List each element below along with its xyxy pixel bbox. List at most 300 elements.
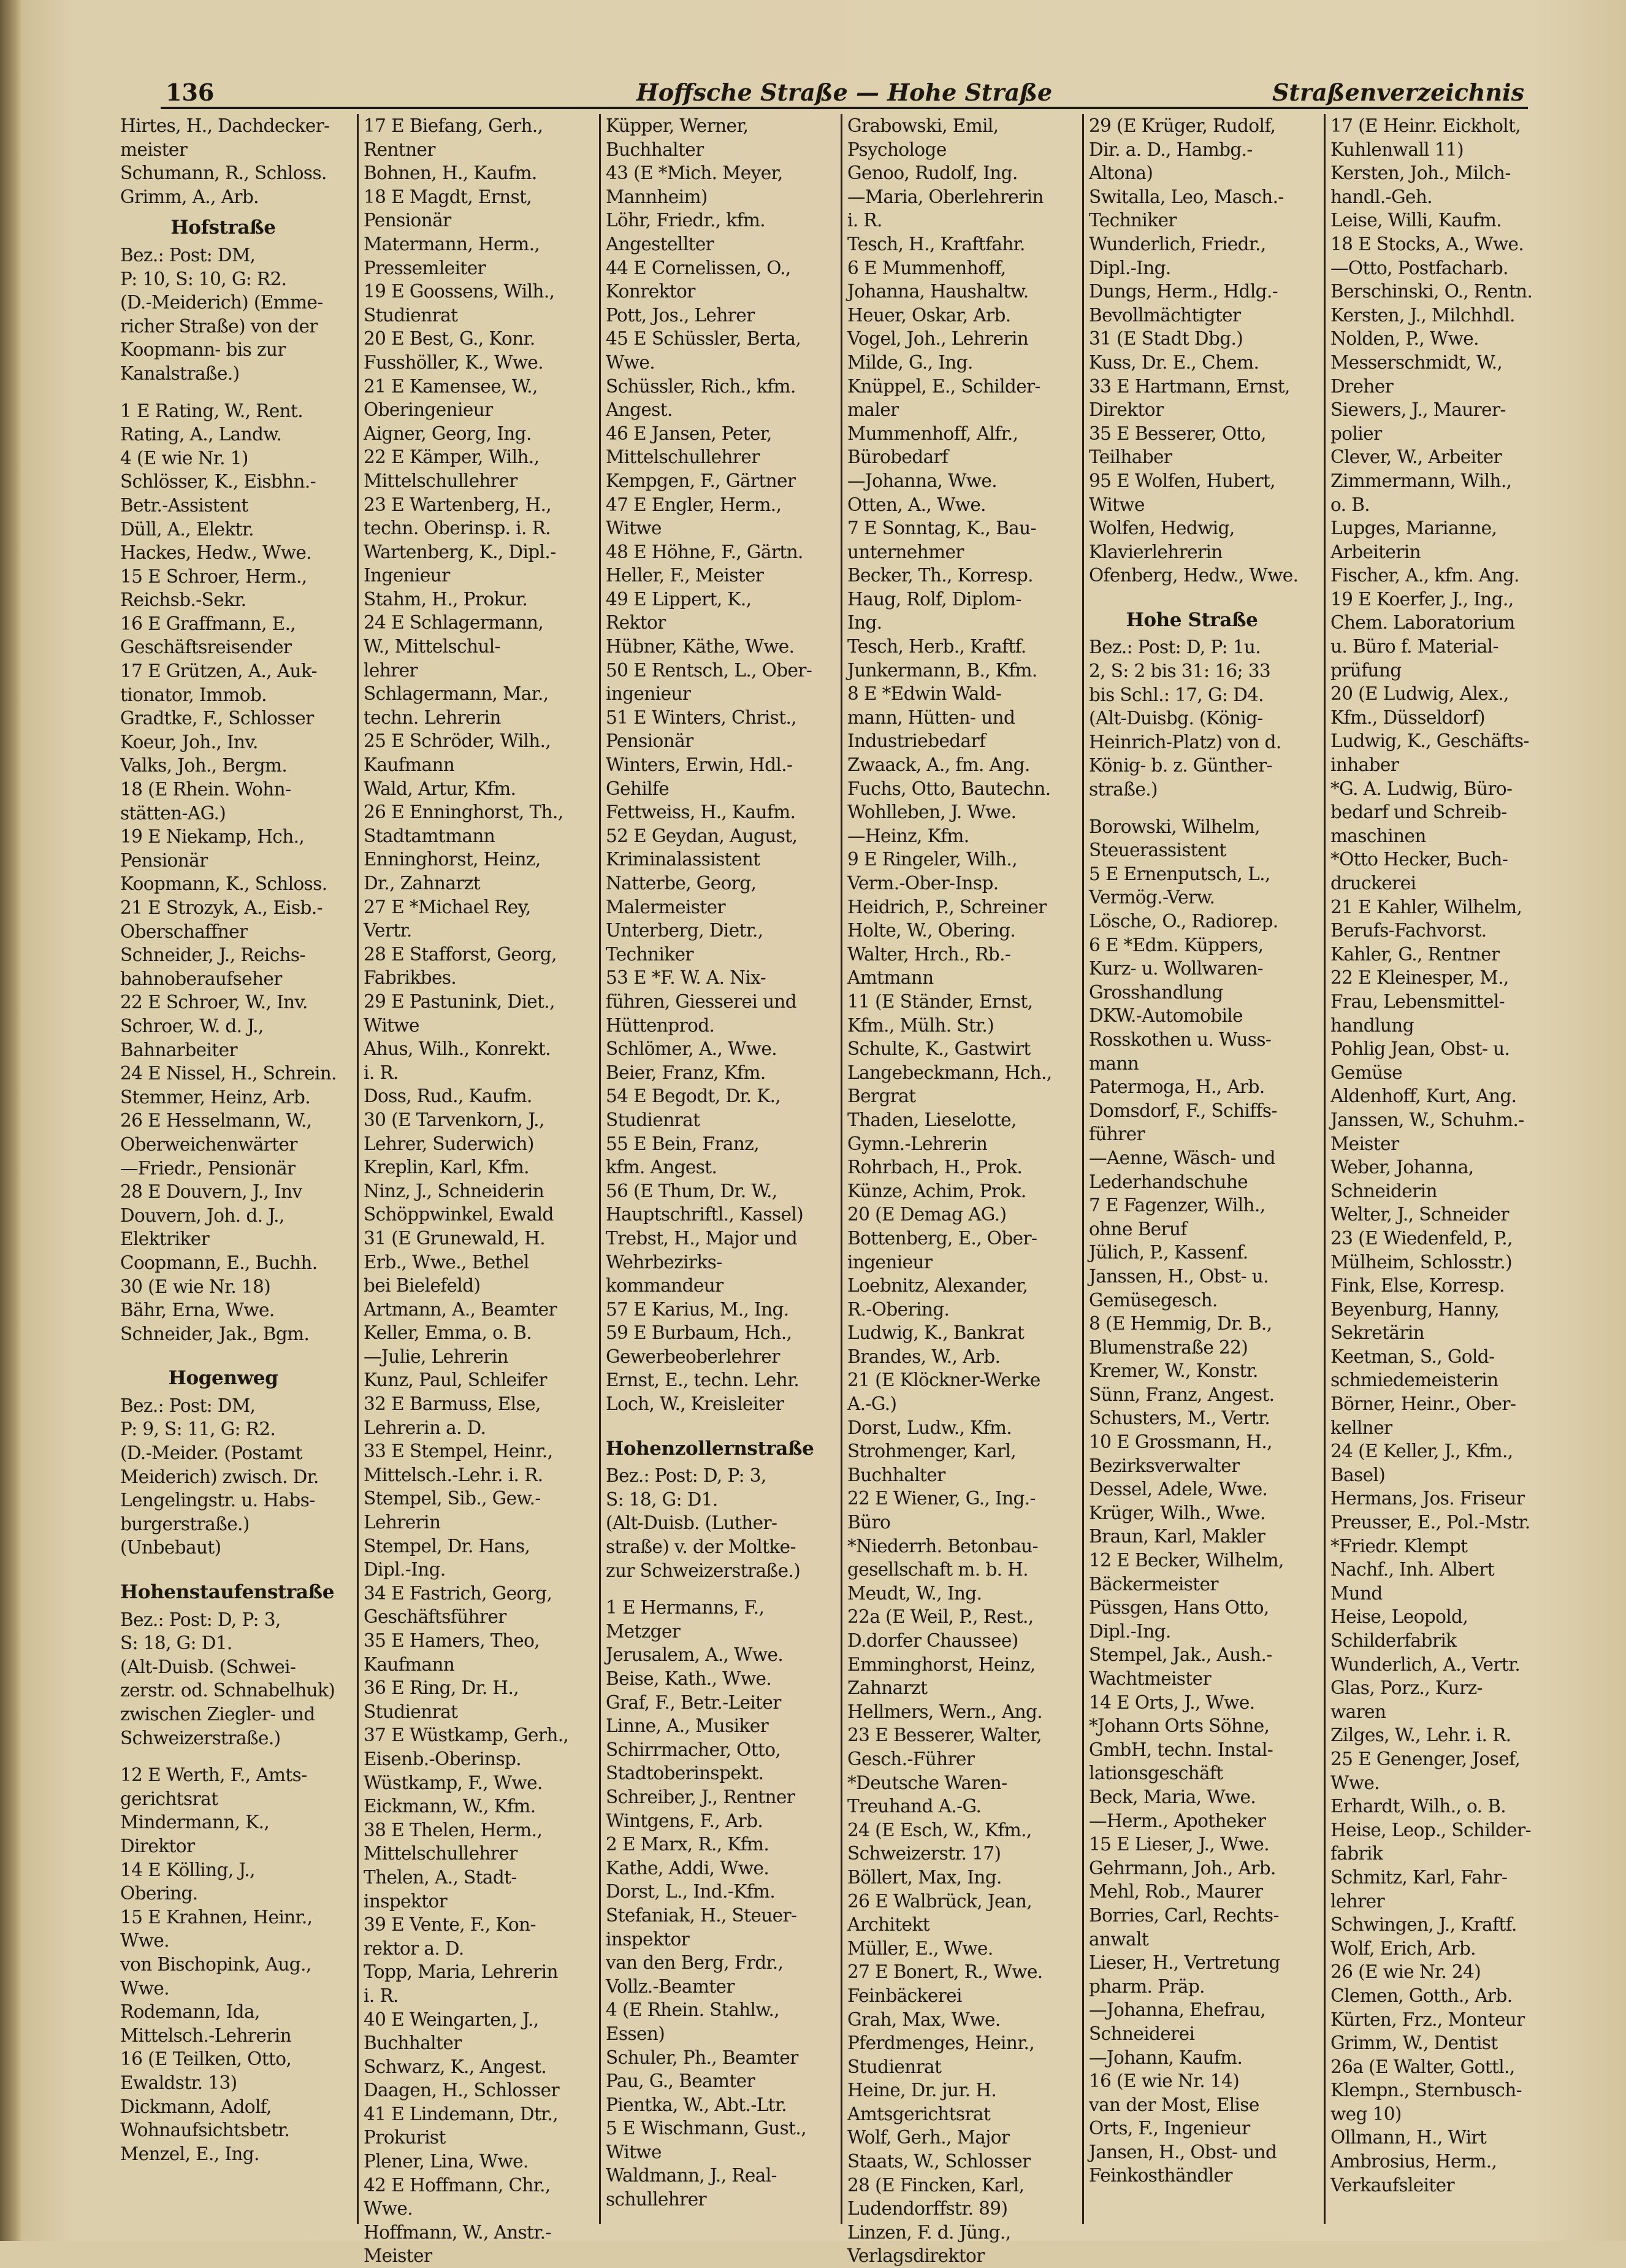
directory-entry-line: 10 E Grossmann, H.,	[1089, 1431, 1272, 1453]
directory-entry-line: 24 (E Keller, J., Kfm.,	[1330, 1441, 1513, 1462]
page-number: 136	[166, 79, 215, 106]
directory-entry-line: Gesch.-Führer	[847, 1748, 975, 1769]
directory-entry-line: 38 E Thelen, Herm.,	[364, 1819, 543, 1841]
column-6	[1324, 114, 1536, 2224]
directory-entry-line: straße.)	[1089, 779, 1158, 800]
directory-entry-line: GmbH, techn. Instal-	[1089, 1739, 1273, 1760]
directory-entry-line: Domsdorf, F., Schiffs-	[1089, 1100, 1277, 1121]
directory-entry-line: meister	[120, 139, 188, 160]
directory-entry-line: Stempel, Jak., Aush.-	[1089, 1644, 1272, 1666]
spacer	[1089, 588, 1295, 601]
column-2	[357, 114, 570, 2267]
directory-entry-line: Teilhaber	[1089, 446, 1172, 468]
directory-entry-line: Rosskothen u. Wuss-	[1089, 1029, 1272, 1050]
directory-entry-line: führen, Giesserei und	[606, 990, 797, 1012]
directory-entry-line: Jansen, H., Obst- und	[1089, 2141, 1277, 2163]
directory-entry-line: Ludendorffstr. 89)	[847, 2198, 1008, 2220]
directory-entry-line: Kurz- u. Wollwaren-	[1089, 958, 1264, 979]
directory-entry-line: 25 E Genenger, Josef,	[1330, 1748, 1521, 1769]
directory-entry-line: Wunderlich, A., Vertr.	[1330, 1653, 1521, 1675]
directory-entry-line: *Johann Orts Söhne,	[1089, 1715, 1270, 1737]
directory-entry-line: Zahnarzt	[847, 1677, 928, 1699]
directory-entry-line: Steuerassistent	[1089, 840, 1226, 861]
directory-entry-line: 28 E Douvern, J., Inv	[120, 1181, 302, 1203]
directory-entry-line: Meudt, W., Ing.	[847, 1582, 982, 1604]
directory-entry-line: lationsgeschäft	[1089, 1763, 1223, 1784]
directory-entry-line: Zwaack, A., fm. Ang.	[847, 754, 1030, 776]
directory-entry-line: Unterberg, Dietr.,	[606, 920, 763, 941]
directory-entry-line: 59 E Burbaum, Hch.,	[606, 1322, 792, 1344]
directory-entry-line: Grimm, A., Arb.	[120, 186, 259, 207]
directory-entry-line: P: 9, S: 11, G: R2.	[120, 1419, 276, 1440]
directory-entry-line: Pott, Jos., Lehrer	[606, 304, 755, 326]
directory-entry-line: (D.-Meider. (Postamt	[120, 1442, 302, 1464]
directory-entry-line: Linne, A., Musiker	[606, 1715, 769, 1737]
directory-entry-line: Plener, Lina, Wwe.	[364, 2151, 529, 2172]
directory-entry-line: Schneiderin	[1330, 1180, 1437, 1201]
directory-entry-line: Witwe	[606, 518, 662, 539]
directory-entry-line: Pressemleiter	[364, 257, 486, 278]
directory-entry-line: W., Mittelschul-	[364, 636, 501, 657]
street-heading: Hogenweg	[168, 1367, 278, 1390]
directory-entry-line: Dreher	[1330, 375, 1394, 397]
directory-entry-line: Psychologe	[847, 139, 947, 160]
directory-entry-line: Kriminalassistent	[606, 849, 760, 870]
directory-entry-line: Gehilfe	[606, 778, 670, 799]
directory-entry-line: Fettweiss, H., Kaufm.	[606, 802, 796, 823]
directory-entry-line: 29 E Pastunink, Diet.,	[364, 990, 555, 1012]
directory-entry-line: 26 E Hesselmann, W.,	[120, 1110, 312, 1132]
directory-entry-line: 31 (E Grunewald, H.	[364, 1227, 546, 1249]
directory-entry-line: Bergrat	[847, 1086, 916, 1107]
directory-entry-line: Kahler, G., Rentner	[1330, 943, 1500, 965]
directory-entry-line: 26a (E Walter, Gottl.,	[1330, 2056, 1515, 2077]
directory-entry-line: 1 E Rating, W., Rent.	[120, 400, 303, 421]
directory-entry-line: pharm. Präp.	[1089, 1975, 1205, 1997]
street-heading: Hohenstaufenstraße	[120, 1581, 335, 1604]
directory-entry-line: Wwe.	[120, 1930, 170, 1952]
directory-entry-line: Switalla, Leo, Masch.-	[1089, 186, 1284, 207]
directory-entry-line: 19 E Koerfer, J., Ing.,	[1330, 588, 1514, 610]
directory-entry-line: Techniker	[1089, 210, 1177, 231]
directory-entry-line: Lieser, H., Vertretung	[1089, 1952, 1280, 1974]
directory-entry-line: Treuhand A.-G.	[847, 1796, 982, 1817]
directory-entry-line: Buchhalter	[364, 2032, 462, 2054]
directory-entry-line: schmiedemeisterin	[1330, 1370, 1498, 1391]
directory-entry-line: —Herm., Apotheker	[1089, 1810, 1266, 1831]
directory-entry-line: Tesch, H., Kraftfahr.	[847, 233, 1025, 255]
directory-entry-line: fabrik	[1330, 1843, 1383, 1864]
directory-entry-line: Fischer, A., kfm. Ang.	[1330, 565, 1519, 586]
directory-entry-line: Patermoga, H., Arb.	[1089, 1076, 1265, 1098]
directory-entry-line: Müller, E., Wwe.	[847, 1937, 993, 1959]
column-4	[841, 114, 1053, 2267]
directory-entry-line: inspektor	[606, 1928, 690, 1950]
directory-entry-line: Wartenberg, K., Dipl.-	[364, 541, 556, 562]
directory-entry-line: Kfm., Düsseldorf)	[1330, 707, 1485, 728]
directory-entry-line: Küpper, Werner,	[606, 115, 749, 136]
directory-entry-line: Sünn, Franz, Angest.	[1089, 1384, 1275, 1405]
directory-entry-line: Metzger	[606, 1620, 681, 1642]
directory-entry-line: Witwe	[606, 2141, 662, 2163]
directory-entry-line: zwischen Ziegler- und	[120, 1704, 315, 1725]
directory-entry-line: Oberweichenwärter	[120, 1133, 297, 1155]
directory-entry-line: (Alt-Duisb. (Schwei-	[120, 1656, 296, 1677]
directory-entry-line: Vermög.-Verw.	[1089, 887, 1215, 908]
directory-entry-line: 22a (E Weil, P., Rest.,	[847, 1606, 1034, 1628]
directory-entry-line: 14 E Kölling, J.,	[120, 1859, 255, 1880]
directory-entry-line: Pohlig Jean, Obst- u.	[1330, 1038, 1510, 1060]
directory-entry-line: Ingenieur	[364, 565, 450, 586]
directory-entry-line: Chem. Laboratorium	[1330, 612, 1515, 634]
directory-entry-line: Keetman, S., Gold-	[1330, 1346, 1495, 1367]
page-title: Hoffsche Straße — Hohe Straße	[636, 79, 1053, 106]
directory-entry-line: 41 E Lindemann, Dtr.,	[364, 2103, 559, 2124]
directory-entry-line: van den Berg, Frdr.,	[606, 1952, 784, 1974]
directory-entry-line: Waldmann, J., Real-	[606, 2165, 777, 2186]
directory-entry-line: Hackes, Hedw., Wwe.	[120, 542, 312, 564]
directory-entry-line: 4 (E wie Nr. 1)	[120, 447, 248, 469]
directory-entry-line: Schmitz, Karl, Fahr-	[1330, 1866, 1508, 1888]
directory-entry-line: Blumenstraße 22)	[1089, 1336, 1248, 1358]
directory-entry-line: Enninghorst, Heinz,	[364, 849, 541, 870]
directory-entry-line: burgerstraße.)	[120, 1513, 250, 1534]
directory-entry-line: u. Büro f. Material-	[1330, 636, 1498, 657]
directory-entry-line: führer	[1089, 1124, 1145, 1145]
directory-entry-line: ohne Beruf	[1089, 1218, 1187, 1239]
directory-entry-line: maler	[847, 399, 899, 421]
directory-entry-line: (Alt-Duisbg. (König-	[1089, 708, 1263, 729]
directory-entry-line: Witwe	[364, 1014, 419, 1036]
directory-entry-line: Tesch, Herb., Kraftf.	[847, 636, 1026, 657]
directory-entry-line: Daagen, H., Schlosser	[364, 2080, 559, 2101]
directory-entry-line: Ahus, Wilh., Konrekt.	[364, 1038, 551, 1060]
directory-entry-line: bei Bielefeld)	[364, 1275, 481, 1297]
directory-entry-line: 2, S: 2 bis 31: 16; 33	[1089, 661, 1271, 682]
directory-entry-line: Hirtes, H., Dachdecker-	[120, 115, 330, 136]
directory-entry-line: Verkaufsleiter	[1330, 2174, 1455, 2196]
directory-entry-line: mann	[1089, 1052, 1139, 1074]
directory-entry-line: Pensionär	[120, 849, 208, 871]
directory-entry-line: 57 E Karius, M., Ing.	[606, 1298, 789, 1320]
directory-entry-line: 33 E Hartmann, Ernst,	[1089, 375, 1290, 397]
directory-entry-line: Geschäftsführer	[364, 1606, 506, 1628]
directory-entry-line: Schlagermann, Mar.,	[364, 683, 549, 705]
directory-entry-line: 21 E Kahler, Wilhelm,	[1330, 896, 1522, 918]
directory-entry-line: Pferdmenges, Heinr.,	[847, 2032, 1035, 2054]
directory-entry-line: Schuler, Ph., Beamter	[606, 2047, 798, 2068]
directory-entry-line: 36 E Ring, Dr. H.,	[364, 1677, 519, 1699]
directory-entry-line: Heller, F., Meister	[606, 565, 764, 586]
directory-entry-line: Direktor	[1089, 399, 1164, 421]
directory-entry-line: 22 E Kleinesper, M.,	[1330, 967, 1509, 989]
directory-entry-line: Grosshandlung	[1089, 981, 1223, 1003]
directory-entry-line: Schwarz, K., Angest.	[364, 2056, 547, 2077]
directory-entry-line: 20 (E Demag AG.)	[847, 1204, 1007, 1225]
directory-entry-line: 49 E Lippert, K.,	[606, 588, 752, 610]
directory-entry-line: Prokurist	[364, 2127, 446, 2148]
directory-entry-line: Sekretärin	[1330, 1322, 1425, 1344]
directory-entry-line: 20 E Best, G., Konr.	[364, 328, 535, 350]
directory-entry-line: tionator, Immob.	[120, 684, 267, 705]
directory-entry-line: Erb., Wwe., Bethel	[364, 1251, 529, 1273]
spacer	[120, 1560, 326, 1573]
directory-entry-line: Thelen, A., Stadt-	[364, 1866, 517, 1888]
directory-entry-line: maschinen	[1330, 825, 1426, 846]
directory-entry-line: Stempel, Sib., Gew.-	[364, 1488, 541, 1509]
directory-entry-line: Mannheim)	[606, 186, 708, 207]
directory-entry-line: Konrektor	[606, 281, 695, 302]
directory-entry-line: (Alt-Duisb. (Luther-	[606, 1512, 777, 1534]
directory-entry-line: Wald, Artur, Kfm.	[364, 778, 516, 799]
directory-entry-line: *G. A. Ludwig, Büro-	[1330, 778, 1513, 799]
page-header	[161, 79, 1528, 109]
directory-entry-line: Wohlleben, J. Wwe.	[847, 802, 1017, 823]
directory-entry-line: P: 10, S: 10, G: R2.	[120, 268, 287, 289]
column-5	[1082, 114, 1299, 2224]
directory-entry-line: Altona)	[1089, 163, 1153, 184]
directory-entry-line: Hermans, Jos. Friseur	[1330, 1488, 1525, 1509]
directory-entry-line: Bottenberg, E., Ober-	[847, 1227, 1037, 1249]
directory-entry-line: Dr., Zahnarzt	[364, 873, 481, 894]
directory-entry-line: straße) v. der Moltke-	[606, 1536, 796, 1558]
directory-entry-line: Messerschmidt, W.,	[1330, 351, 1503, 373]
directory-entry-line: Ernst, E., techn. Lehr.	[606, 1370, 800, 1391]
directory-entry-line: 27 E *Michael Rey,	[364, 896, 531, 918]
street-heading: Hofstraße	[170, 216, 276, 239]
directory-entry-line: Beise, Kath., Wwe.	[606, 1668, 772, 1689]
directory-entry-line: Rating, A., Landw.	[120, 424, 282, 445]
spacer	[120, 1750, 326, 1763]
directory-entry-line: Börner, Heinr., Ober-	[1330, 1393, 1516, 1415]
directory-entry-line: Mittelsch.-Lehrerin	[120, 2025, 291, 2046]
directory-entry-line: Grabowski, Emil,	[847, 115, 999, 136]
directory-entry-line: Beyenburg, Hanny,	[1330, 1298, 1500, 1320]
directory-entry-line: Doss, Rud., Kaufm.	[364, 1086, 532, 1107]
directory-entry-line: Püssgen, Hans Otto,	[1089, 1597, 1269, 1619]
directory-entry-line: 7 E Fagenzer, Wilh.,	[1089, 1195, 1265, 1216]
directory-entry-line: Braun, Karl, Makler	[1089, 1526, 1265, 1547]
directory-entry-line: handlung	[1330, 1014, 1414, 1036]
street-heading: Hohe Straße	[1126, 608, 1258, 631]
directory-entry-line: 30 (E wie Nr. 18)	[120, 1276, 271, 1297]
directory-entry-line: 26 E Walbrück, Jean,	[847, 1890, 1032, 1912]
directory-entry-line: 26 E Enninghorst, Th.,	[364, 802, 563, 823]
directory-entry-line: Wolfen, Hedwig,	[1089, 518, 1235, 539]
directory-entry-line: Stadtamtmann	[364, 825, 495, 846]
directory-entry-line: Löhr, Friedr., kfm.	[606, 210, 766, 231]
directory-entry-line: 35 E Besserer, Otto,	[1089, 423, 1266, 444]
directory-entry-line: Lehrerin a. D.	[364, 1417, 486, 1438]
directory-entry-line: —Otto, Postfacharb.	[1330, 257, 1508, 278]
directory-entry-line: Bäckermeister	[1089, 1573, 1218, 1595]
directory-entry-line: ingenieur	[606, 683, 691, 705]
directory-entry-line: o. B.	[1330, 494, 1370, 515]
directory-entry-line: Heise, Leopold,	[1330, 1606, 1468, 1628]
directory-entry-line: Klempn., Sternbusch-	[1330, 2080, 1522, 2101]
directory-entry-line: Betr.-Assistent	[120, 494, 248, 516]
directory-entry-line: van der Most, Elise	[1089, 2094, 1259, 2115]
directory-entry-line: Schneider, Jak., Bgm.	[120, 1323, 310, 1344]
directory-entry-line: Dir. a. D., Hambg.-	[1089, 139, 1253, 160]
directory-entry-line: 26 (E wie Nr. 24)	[1330, 1961, 1481, 1983]
directory-entry-line: 23 E Wartenberg, H.,	[364, 494, 552, 515]
directory-entry-line: 24 E Schlagermann,	[364, 612, 544, 634]
directory-entry-line: Stempel, Dr. Hans,	[364, 1535, 530, 1557]
directory-entry-line: Otten, A., Wwe.	[847, 494, 986, 515]
directory-entry-line: Kaufmann	[364, 1653, 455, 1675]
directory-entry-line: Buchhalter	[606, 139, 704, 160]
directory-entry-line: Heuer, Oskar, Arb.	[847, 304, 1011, 326]
directory-entry-line: kommandeur	[606, 1275, 723, 1297]
directory-entry-line: Bevollmächtigter	[1089, 304, 1241, 326]
directory-entry-line: Dipl.-Ing.	[1089, 257, 1171, 278]
directory-entry-line: Linzen, F. d. Jüng.,	[847, 2221, 1011, 2243]
directory-entry-line: Nachf., Inh. Albert	[1330, 1559, 1494, 1580]
directory-entry-line: 17 E Grützen, A., Auk-	[120, 661, 317, 682]
directory-entry-line: *Otto Hecker, Buch-	[1330, 849, 1508, 870]
directory-entry-line: Kürten, Frz., Monteur	[1330, 2009, 1525, 2030]
directory-entry-line: Kreplin, Karl, Kfm.	[364, 1157, 529, 1178]
directory-entry-line: Jerusalem, A., Wwe.	[606, 1644, 784, 1666]
directory-entry-line: 54 E Begodt, Dr. K.,	[606, 1086, 781, 1107]
directory-entry-line: *Deutsche Waren-	[847, 1772, 1007, 1793]
directory-entry-line: 16 (E Teilken, Otto,	[120, 2048, 292, 2070]
directory-entry-line: Düll, A., Elektr.	[120, 518, 254, 540]
directory-entry-line: Kersten, J., Milchhdl.	[1330, 304, 1515, 326]
directory-entry-line: Wintgens, F., Arb.	[606, 1810, 763, 1831]
directory-entry-line: unternehmer	[847, 541, 964, 562]
directory-entry-line: Ofenberg, Hedw., Wwe.	[1089, 565, 1299, 586]
directory-entry-line: Berschinski, O., Rentn.	[1330, 281, 1533, 302]
directory-entry-line: Knüppel, E., Schilder-	[847, 375, 1040, 397]
directory-entry-line: schullehrer	[606, 2189, 707, 2210]
directory-entry-line: Lederhandschuhe	[1089, 1171, 1248, 1192]
directory-entry-line: 32 E Barmuss, Else,	[364, 1393, 541, 1415]
directory-entry-line: Topp, Maria, Lehrerin	[364, 1961, 558, 1983]
directory-entry-line: 27 E Bonert, R., Wwe.	[847, 1961, 1043, 1983]
directory-entry-line: Bähr, Erna, Wwe.	[120, 1300, 275, 1321]
directory-entry-line: —Friedr., Pensionär	[120, 1157, 296, 1179]
directory-entry-line: Fuchs, Otto, Bautechn.	[847, 778, 1051, 799]
directory-entry-line: Fink, Else, Korresp.	[1330, 1275, 1505, 1297]
directory-entry-line: 15 E Lieser, J., Wwe.	[1089, 1834, 1269, 1855]
directory-entry-line: —Johanna, Wwe.	[847, 470, 998, 491]
directory-entry-line: Angest.	[606, 399, 673, 421]
directory-entry-line: D.dorfer Chaussee)	[847, 1630, 1018, 1651]
directory-entry-line: Verm.-Ober-Insp.	[847, 873, 999, 894]
directory-entry-line: Dessel, Adele, Wwe.	[1089, 1479, 1268, 1500]
directory-entry-line: 52 E Geydan, August,	[606, 825, 798, 846]
directory-entry-line: Jülich, P., Kassenf.	[1089, 1242, 1248, 1263]
directory-entry-line: —Heinz, Kfm.	[847, 825, 969, 846]
directory-entry-line: Brandes, W., Arb.	[847, 1346, 1001, 1367]
directory-entry-line: Industriebedarf	[847, 730, 986, 752]
directory-entry-line: 8 E *Edwin Wald-	[847, 683, 1002, 705]
directory-entry-line: Wolf, Erich, Arb.	[1330, 1937, 1476, 1959]
directory-entry-line: Schöppwinkel, Ewald	[364, 1204, 554, 1225]
directory-entry-line: Rentner	[364, 139, 435, 160]
directory-entry-line: Mummenhoff, Alfr.,	[847, 423, 1018, 444]
directory-entry-line: 39 E Vente, F., Kon-	[364, 1914, 536, 1936]
directory-entry-line: Kuss, Dr. E., Chem.	[1089, 351, 1259, 373]
directory-entry-line: Leise, Willi, Kaufm.	[1330, 210, 1502, 231]
directory-entry-line: 21 E Strozyk, A., Eisb.-	[120, 897, 323, 918]
directory-entry-line: 19 E Goossens, Wilh.,	[364, 281, 555, 302]
directory-entry-line: Wwe.	[606, 351, 655, 373]
directory-entry-line: Oberingenieur	[364, 399, 493, 421]
directory-entry-line: Aigner, Georg, Ing.	[364, 423, 532, 444]
directory-entry-line: gesellschaft m. b. H.	[847, 1559, 1029, 1580]
directory-entry-line: Mittelsch.-Lehr. i. R.	[364, 1464, 543, 1485]
directory-entry-line: Wachtmeister	[1089, 1668, 1211, 1689]
directory-entry-line: 12 E Becker, Wilhelm,	[1089, 1550, 1284, 1571]
directory-entry-line: Meiderich) zwisch. Dr.	[120, 1466, 319, 1487]
directory-entry-line: 2 E Marx, R., Kfm.	[606, 1834, 769, 1855]
directory-entry-line: Holte, W., Obering.	[847, 920, 1016, 941]
directory-entry-line: Pensionär	[606, 730, 693, 752]
directory-entry-line: Ambrosius, Herm.,	[1330, 2151, 1497, 2172]
directory-entry-line: Direktor	[120, 1835, 195, 1856]
directory-entry-line: Gymn.-Lehrerin	[847, 1133, 988, 1154]
directory-entry-line: von Bischopink, Aug.,	[120, 1953, 311, 1975]
directory-entry-line: Kanalstraße.)	[120, 362, 240, 384]
directory-entry-line: Studienrat	[847, 2056, 942, 2077]
directory-entry-line: Kuhlenwall 11)	[1330, 139, 1464, 160]
directory-entry-line: Langebeckmann, Hch.,	[847, 1062, 1052, 1083]
directory-entry-line: 44 E Cornelissen, O.,	[606, 257, 791, 278]
directory-entry-line: 17 E Biefang, Gerh.,	[364, 115, 543, 136]
directory-entry-line: 15 E Schroer, Herm.,	[120, 565, 307, 587]
directory-entry-line: 55 E Bein, Franz,	[606, 1133, 760, 1154]
directory-entry-line: —Johanna, Ehefrau,	[1089, 1999, 1266, 2021]
directory-entry-line: Wwe.	[364, 2198, 413, 2220]
directory-entry-line: 21 E Kamensee, W.,	[364, 375, 538, 397]
directory-entry-line: prüfung	[1330, 659, 1402, 681]
directory-entry-line: 47 E Engler, Herm.,	[606, 494, 782, 515]
directory-entry-line: Wehrbezirks-	[606, 1251, 722, 1273]
directory-entry-line: Heidrich, P., Schreiner	[847, 896, 1047, 918]
directory-entry-line: 6 E Mummenhoff,	[847, 257, 1006, 278]
directory-entry-line: Amtmann	[847, 967, 934, 989]
directory-entry-line: Studienrat	[364, 1701, 458, 1722]
directory-entry-line: 5 E Wischmann, Gust.,	[606, 2118, 806, 2139]
directory-entry-line: rektor a. D.	[364, 1937, 464, 1959]
directory-entry-line: Gemüse	[1330, 1062, 1402, 1083]
directory-entry-line: inspektor	[364, 1890, 448, 1912]
directory-entry-line: Preusser, E., Pol.-Mstr.	[1330, 1512, 1530, 1533]
directory-entry-line: bis Schl.: 17, G: D4.	[1089, 684, 1264, 705]
directory-entry-line: Lehrerin	[364, 1512, 441, 1533]
directory-entry-line: anwalt	[1089, 1928, 1149, 1950]
directory-entry-line: 35 E Hamers, Theo,	[364, 1630, 540, 1651]
directory-entry-line: Hübner, Käthe, Wwe.	[606, 636, 795, 657]
directory-entry-line: Keller, Emma, o. B.	[364, 1322, 532, 1344]
directory-entry-line: Ollmann, H., Wirt	[1330, 2127, 1487, 2148]
directory-entry-line: 22 E Kämper, Wilh.,	[364, 446, 540, 468]
directory-entry-line: —Julie, Lehrerin	[364, 1346, 508, 1367]
directory-entry-line: Schumann, R., Schloss.	[120, 163, 327, 184]
directory-entry-line: 95 E Wolfen, Hubert,	[1089, 470, 1275, 491]
directory-entry-line: Essen)	[606, 2023, 665, 2044]
directory-entry-line: Kathe, Addi, Wwe.	[606, 1857, 769, 1879]
spacer	[1089, 802, 1295, 815]
directory-entry-line: Vertr.	[364, 920, 412, 941]
directory-entry-line: 40 E Weingarten, J.,	[364, 2009, 539, 2030]
directory-entry-line: Dipl.-Ing.	[364, 1559, 446, 1580]
directory-entry-line: Loch, W., Kreisleiter	[606, 1393, 784, 1415]
directory-entry-line: Bez.: Post: DM,	[120, 244, 256, 266]
